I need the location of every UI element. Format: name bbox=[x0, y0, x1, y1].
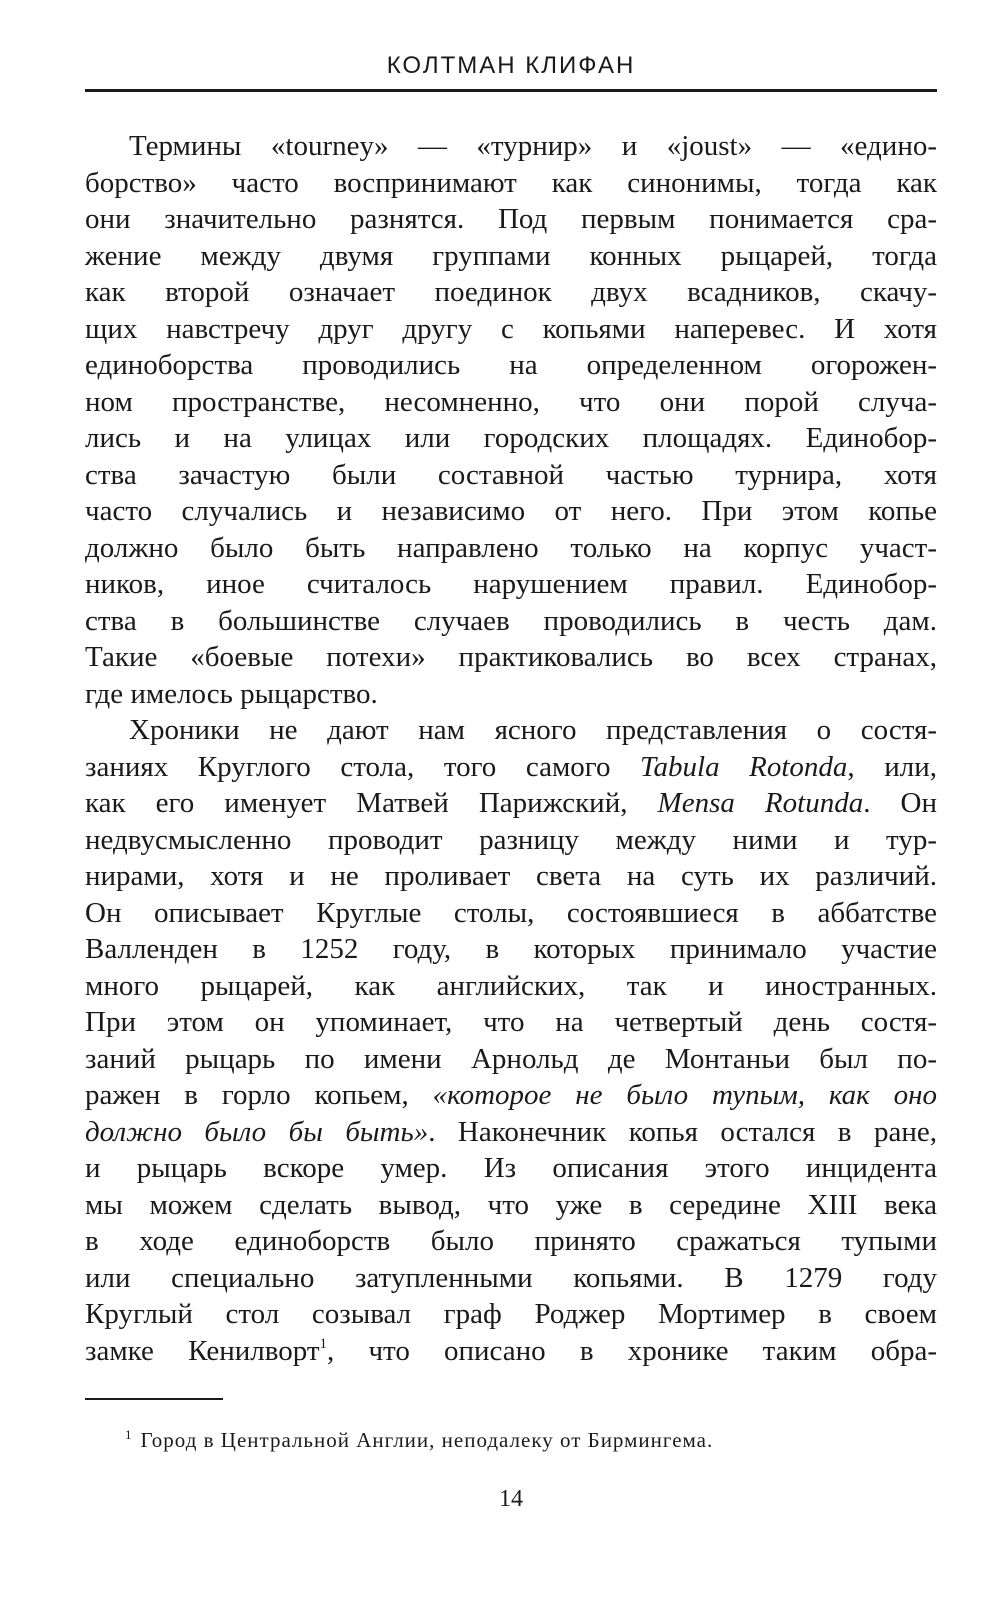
italic-quote: должно было бы быть» bbox=[85, 1115, 429, 1148]
text-run: . Наконечник копья остался в ране, bbox=[428, 1115, 937, 1148]
text-line: При этом он упоминает, что на четвертый день состя- bbox=[85, 1006, 937, 1038]
text-line: или специально затупленными копьями. В 1279 году bbox=[85, 1261, 937, 1294]
text-line: единоборства проводились на определенном огорожен- bbox=[85, 349, 937, 381]
italic-term: Mensa Rotunda bbox=[657, 787, 864, 819]
text-line bbox=[85, 1333, 937, 1370]
body-text bbox=[85, 128, 937, 1369]
paragraph bbox=[85, 712, 937, 1369]
text-line: много рыцарей, как английских, так и иностранных. bbox=[85, 969, 937, 1002]
header-rule bbox=[85, 89, 937, 92]
text-run: , что описано в хронике таким обра- bbox=[327, 1334, 937, 1367]
text-line: Валленден в 1252 году, в которых принимало участие bbox=[85, 933, 937, 965]
text-run: . Он bbox=[863, 787, 938, 819]
footnote-mark: 1 bbox=[125, 1427, 133, 1442]
text-line: ном пространстве, несомненно, что они порой случа- bbox=[85, 385, 937, 418]
text-line bbox=[85, 1114, 937, 1151]
text-line: Он описывает Круглые столы, состоявшиеся в аббатстве bbox=[85, 896, 937, 929]
italic-quote: «которое не было тупым, как оно bbox=[432, 1079, 937, 1111]
running-title: КОЛТМАН КЛИФАН bbox=[386, 52, 636, 79]
text-line: часто случались и независимо от него. При этом копье bbox=[85, 495, 937, 527]
text-run: замке Кенилворт bbox=[85, 1334, 320, 1367]
text-line: ства в большинстве случаев проводились в честь дам. bbox=[85, 604, 937, 637]
page-number: 14 bbox=[499, 1486, 523, 1512]
text-line: они значительно разнятся. Под первым понимается сра- bbox=[85, 203, 937, 235]
footnote-ref[interactable]: 1 bbox=[319, 1335, 328, 1352]
text-run: , или, bbox=[847, 750, 938, 783]
text-line: нирами, хотя и не проливает света на суть их различий. bbox=[85, 860, 937, 892]
text-line: заний рыцарь по имени Арнольд де Монтаньи был по- bbox=[85, 1042, 937, 1075]
text-line: мы можем сделать вывод, что уже в середине XIII века bbox=[85, 1188, 937, 1221]
text-line: недвусмысленно проводит разницу между ними и тур- bbox=[85, 823, 937, 856]
footnote bbox=[125, 1421, 937, 1454]
text-line bbox=[85, 785, 937, 822]
text-line: Круглый стол созывал граф Роджер Мортимер в своем bbox=[85, 1298, 937, 1330]
text-line: ников, иное считалось нарушением правил. Единобор- bbox=[85, 568, 937, 600]
text-line: жение между двумя группами конных рыцарей, тогда bbox=[85, 239, 937, 272]
footnote-rule bbox=[85, 1398, 223, 1400]
text-line: должно было быть направлено только на корпус участ- bbox=[85, 531, 937, 564]
text-line bbox=[85, 1077, 937, 1114]
text-line: где имелось рыцарство. bbox=[85, 677, 378, 710]
text-line: Хроники не дают нам ясного представления о состя- bbox=[129, 714, 937, 746]
text-line: борство» часто воспринимают как синонимы, тогда как bbox=[85, 166, 937, 199]
text-line: лись и на улицах или городских площадях. Единобор- bbox=[85, 422, 937, 454]
text-line: щих навстречу друг другу с копьями наперевес. И хотя bbox=[85, 312, 937, 345]
text-line bbox=[85, 749, 937, 786]
paragraph bbox=[85, 128, 937, 712]
text-line: ства зачастую были составной частью турнира, хотя bbox=[85, 458, 937, 491]
text-line: Термины «tourney» — «турнир» и «joust» — «едино- bbox=[129, 130, 937, 162]
italic-term: Tabula Rotonda bbox=[640, 750, 848, 783]
footnote-text: Город в Центральной Англии, неподалеку от Бирмингема. bbox=[140, 1428, 714, 1452]
text-line: как второй означает поединок двух всадников, скачу- bbox=[85, 276, 937, 308]
text-line: Такие «боевые потехи» практиковались во всех странах, bbox=[85, 641, 937, 673]
text-line: в ходе единоборств было принято сражаться тупыми bbox=[85, 1225, 937, 1257]
text-run: как его именует Матвей Парижский, bbox=[85, 787, 658, 819]
text-line: и рыцарь вскоре умер. Из описания этого инцидента bbox=[85, 1152, 937, 1184]
text-run: заниях Круглого стола, того самого bbox=[85, 750, 641, 783]
text-run: ражен в горло копьем, bbox=[85, 1079, 433, 1111]
